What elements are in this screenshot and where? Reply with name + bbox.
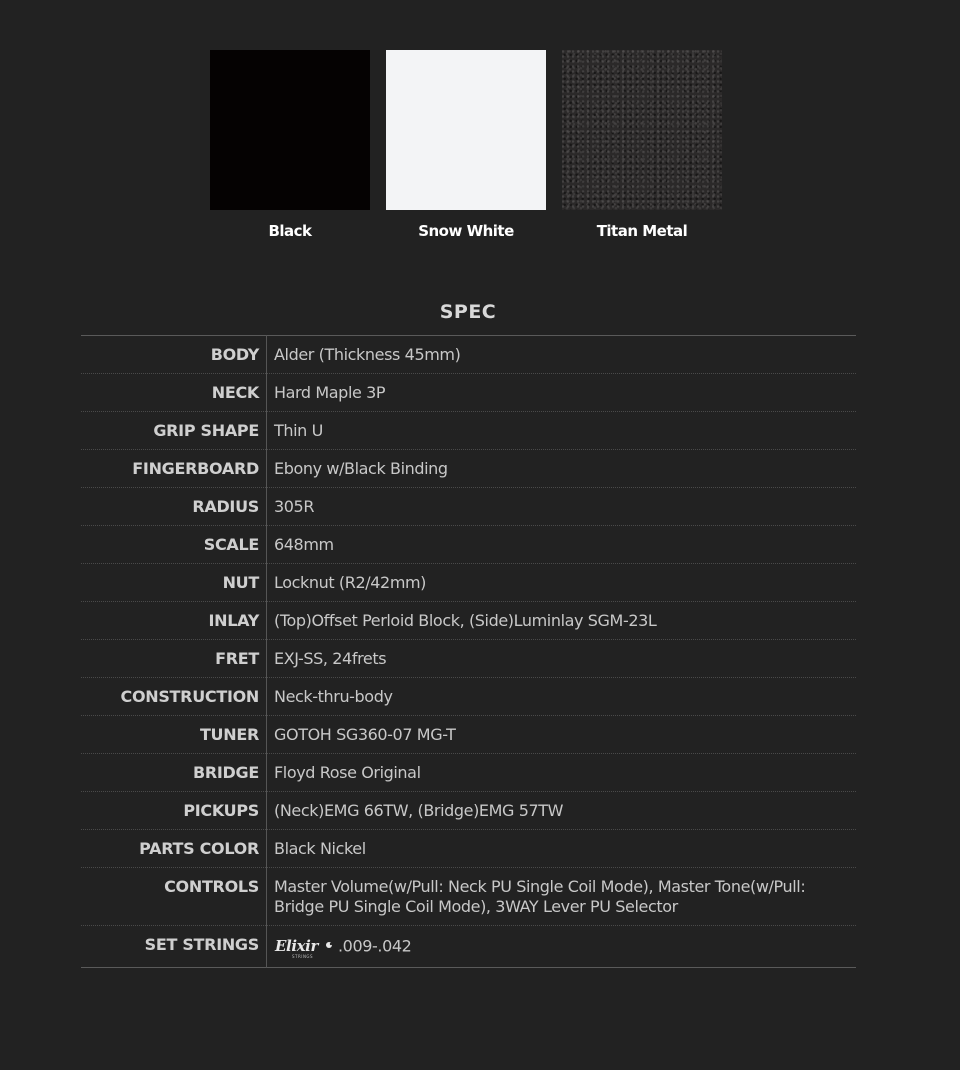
svg-text:STRINGS: STRINGS bbox=[292, 954, 314, 959]
color-swatch-titan-metal bbox=[562, 50, 722, 210]
color-options bbox=[202, 50, 730, 240]
spec-value: Alder (Thickness 45mm) bbox=[274, 345, 461, 364]
color-label: Titan Metal bbox=[596, 222, 688, 240]
spec-row-set-strings bbox=[81, 926, 856, 968]
spec-row-construction bbox=[81, 678, 856, 716]
spec-value: (Neck)EMG 66TW, (Bridge)EMG 57TW bbox=[267, 792, 857, 830]
spec-value: Master Volume(w/Pull: Neck PU Single Coil Mode), Master Tone(w/Pull: Bridge PU Single Coil Mode), 3WAY Lever PU Selector bbox=[267, 868, 857, 926]
spec-key: GRIP SHAPE bbox=[81, 412, 267, 450]
spec-key: INLAY bbox=[81, 602, 267, 640]
spec-row-pickups bbox=[81, 792, 856, 830]
spec-row-nut bbox=[81, 564, 856, 602]
spec-key: CONSTRUCTION bbox=[81, 678, 267, 716]
spec-key: SCALE bbox=[81, 526, 267, 564]
spec-key: NECK bbox=[81, 374, 267, 412]
spec-row-grip-shape bbox=[81, 412, 856, 450]
spec-row-controls bbox=[81, 868, 856, 926]
spec-row-fingerboard bbox=[81, 450, 856, 488]
set-strings-gauge: .009-.042 bbox=[338, 936, 412, 956]
spec-key: BODY bbox=[81, 336, 267, 374]
svg-text:Elixir: Elixir bbox=[275, 937, 318, 955]
spec-value: Ebony w/Black Binding bbox=[267, 450, 857, 488]
spec-value: 305R bbox=[267, 488, 857, 526]
spec-value-set-strings bbox=[267, 926, 857, 968]
spec-row-tuner bbox=[81, 716, 856, 754]
spec-key: BRIDGE bbox=[81, 754, 267, 792]
spec-title: SPEC bbox=[439, 301, 497, 323]
color-swatch-black bbox=[210, 50, 370, 210]
spec-row-fret bbox=[81, 640, 856, 678]
spec-key: NUT bbox=[81, 564, 267, 602]
spec-value: Neck-thru-body bbox=[267, 678, 857, 716]
spec-row-scale bbox=[81, 526, 856, 564]
spec-value: EXJ-SS, 24frets bbox=[267, 640, 857, 678]
spec-key: PICKUPS bbox=[81, 792, 267, 830]
spec-value: Black Nickel bbox=[267, 830, 857, 868]
spec-value: Thin U bbox=[267, 412, 857, 450]
spec-row-body bbox=[81, 336, 856, 374]
spec-value: 648mm bbox=[267, 526, 857, 564]
spec-value: GOTOH SG360-07 MG-T bbox=[267, 716, 857, 754]
spec-value: Hard Maple 3P bbox=[267, 374, 857, 412]
spec-key: CONTROLS bbox=[81, 868, 267, 926]
spec-key: FINGERBOARD bbox=[81, 450, 267, 488]
spec-value: Locknut (R2/42mm) bbox=[267, 564, 857, 602]
spec-row-radius bbox=[81, 488, 856, 526]
color-swatch-snow-white bbox=[386, 50, 546, 210]
spec-key: RADIUS bbox=[81, 488, 267, 526]
spec-value: (Top)Offset Perloid Block, (Side)Luminlay SGM-23L bbox=[267, 602, 857, 640]
spec-row-bridge bbox=[81, 754, 856, 792]
spec-key: TUNER bbox=[81, 716, 267, 754]
color-label: Black bbox=[268, 222, 312, 240]
spec-value: Floyd Rose Original bbox=[267, 754, 857, 792]
color-option-titan-metal bbox=[554, 50, 730, 240]
spec-row-inlay bbox=[81, 602, 856, 640]
spec-key: SET STRINGS bbox=[81, 926, 267, 968]
color-option-black bbox=[202, 50, 378, 240]
color-option-snow-white bbox=[378, 50, 554, 240]
spec-row-neck bbox=[81, 374, 856, 412]
spec-table bbox=[81, 335, 856, 968]
color-label: Snow White bbox=[418, 222, 514, 240]
spec-row-parts-color bbox=[81, 830, 856, 868]
elixir-logo bbox=[274, 935, 336, 959]
spec-key: FRET bbox=[81, 640, 267, 678]
spec-key: PARTS COLOR bbox=[81, 830, 267, 868]
